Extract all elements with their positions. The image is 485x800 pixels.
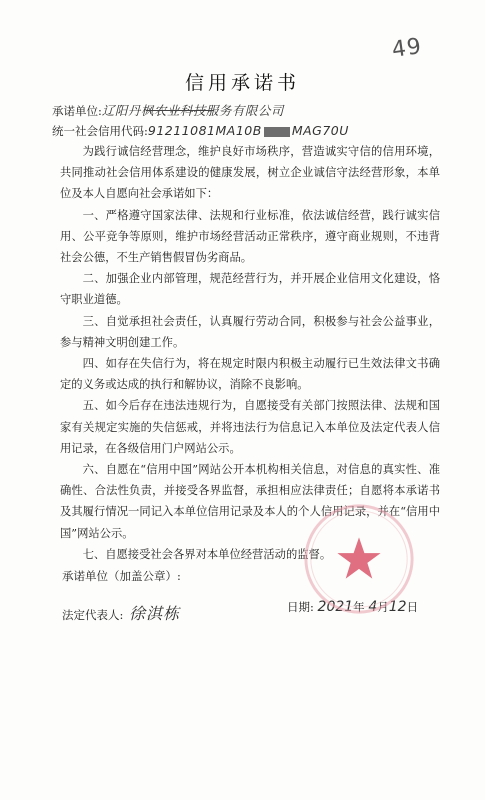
credit-code-line bbox=[52, 123, 349, 139]
date-label: 日期: bbox=[287, 600, 314, 614]
seal-line bbox=[62, 568, 181, 584]
credit-code-handwritten bbox=[148, 123, 349, 138]
day-char: 日 bbox=[406, 600, 419, 614]
credit-code-label: 统一社会信用代码: bbox=[52, 124, 148, 138]
paragraph-intro: 为践行诚信经营理念，维护良好市场秩序，营造诚实守信的信用环境，共同推动社会信用体系建设的健康发展，树立企业诚信守法经营形象，本单位及本人自愿向社会承诺如下： bbox=[60, 145, 440, 201]
month-char: 月 bbox=[377, 600, 389, 614]
company-seal bbox=[300, 500, 418, 618]
credit-code-part-a: 91211081MA10B bbox=[147, 123, 262, 138]
seal-star-icon bbox=[337, 537, 380, 578]
paragraph-7: 七、自愿接受社会各界对本单位经营活动的监督。 bbox=[82, 547, 332, 561]
paragraph-6: 六、自愿在“信用中国”网站公开本机构相关信息，对信息的真实性、准确性、合法性负责，并接受各界监督，承担相应法律责任；自愿将本承诺书及其履行情况一同记入本单位信用记录及本人的个人信用记录，并在“信用中国”网站公示。 bbox=[60, 463, 440, 540]
paragraph-3: 三、自觉承担社会责任，认真履行劳动合同，积极参与社会公益事业，参与精神文明创建工作。 bbox=[60, 314, 440, 349]
date-year: 2021 bbox=[317, 599, 354, 615]
unit-label: 承诺单位: bbox=[52, 104, 102, 118]
paragraph-1: 一、严格遵守国家法律、法规和行业标准，依法诚信经营，践行诚实信用、公平竞争等原则，维护市场经营活动正常秩序，遵守商业规则，不违背社会公德，不生产销售假冒伪劣商品。 bbox=[60, 208, 440, 265]
date-month: 4 bbox=[368, 599, 378, 615]
date-day: 12 bbox=[388, 599, 407, 615]
page-title: 信用承诺书 bbox=[184, 72, 300, 94]
representative-label: 法定代表人: bbox=[62, 608, 124, 622]
year-char: 年 bbox=[353, 600, 365, 614]
credit-code-part-b: MAG70U bbox=[291, 123, 349, 138]
representative-signature: 徐淇栋 bbox=[129, 604, 181, 623]
scribble-mark bbox=[264, 127, 290, 137]
representative-line bbox=[62, 601, 180, 624]
handwritten-page-number: 49 bbox=[390, 34, 424, 63]
paragraph-5: 五、如今后存在违法违规行为，自愿接受有关部门按照法律、法规和国家有关规定实施的失信惩戒，并将违法行为信息记入本单位及法定代表人信用记录，在各级信用门户网站公示。 bbox=[60, 399, 440, 455]
unit-line bbox=[52, 101, 284, 119]
unit-handwritten-name: 辽阳丹枫农业科技服务有限公司 bbox=[101, 103, 284, 118]
paragraph-2: 二、加强企业内部管理，规范经营行为，并开展企业信用文化建设，恪守职业道德。 bbox=[60, 272, 440, 307]
paragraph-4: 四、如存在失信行为，将在规定时限内积极主动履行已生效法律文书确定的义务或达成的执行和解协议，消除不良影响。 bbox=[60, 357, 440, 392]
seal-label: 承诺单位（加盖公章）: bbox=[62, 569, 181, 583]
